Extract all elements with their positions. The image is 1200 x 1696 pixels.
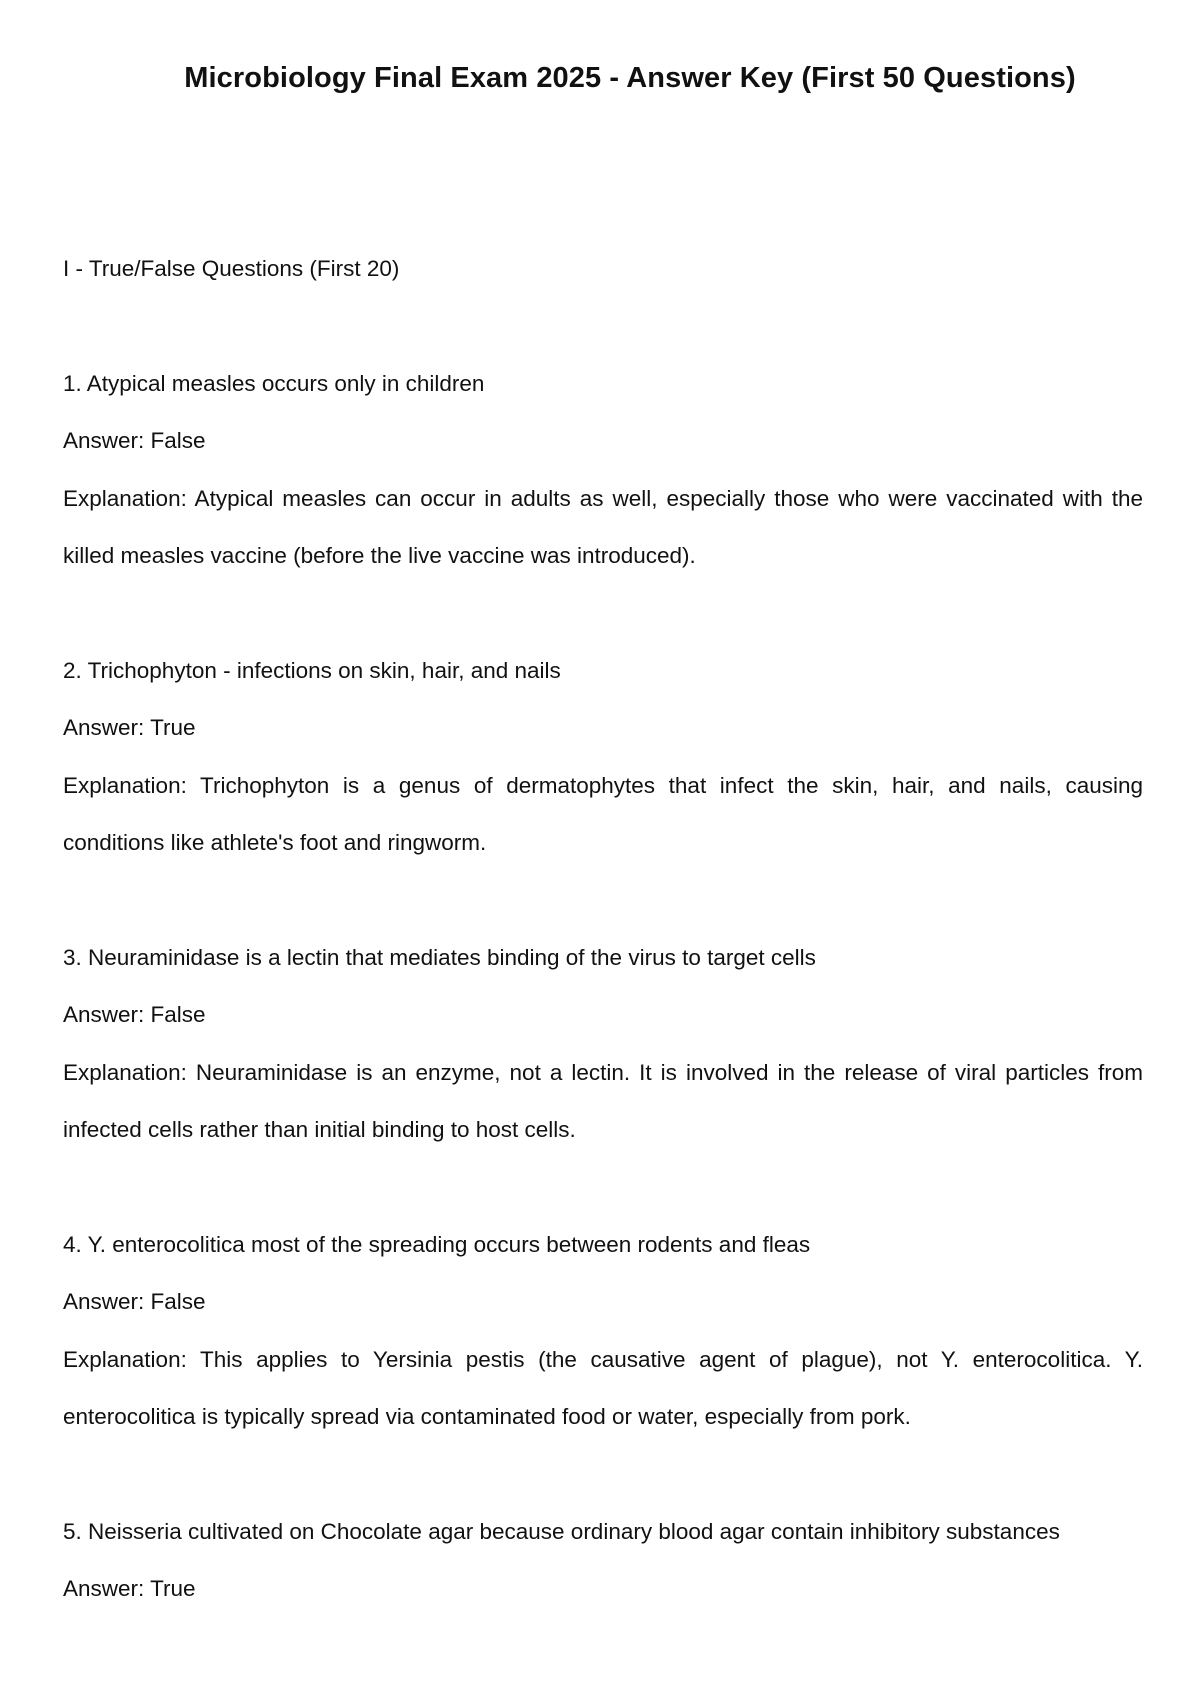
- section-heading: I - True/False Questions (First 20): [63, 256, 400, 281]
- explanation-text: Explanation: This applies to Yersinia pestis (the causative agent of plague), not Y. enterocolitica. Y. enterocolitica is typically spread via contaminated food or water, especially from pork.: [63, 1346, 1143, 1429]
- explanation-text: Explanation: Neuraminidase is an enzyme, not a lectin. It is involved in the release of viral particles from infected cells rather than initial binding to host cells.: [63, 1059, 1143, 1142]
- answer-text: Answer: False: [63, 428, 206, 453]
- answer-text: Answer: True: [63, 715, 196, 740]
- question-text: 2. Trichophyton - infections on skin, hair, and nails: [63, 657, 561, 683]
- answer-text: Answer: False: [63, 1289, 206, 1314]
- document-title: Microbiology Final Exam 2025 - Answer Key (First 50 Questions): [184, 62, 1076, 94]
- question-text: 1. Atypical measles occurs only in children: [63, 370, 485, 396]
- question-item-1: [63, 355, 1143, 585]
- question-item-5: [63, 1503, 1143, 1618]
- question-item-3: [63, 929, 1143, 1159]
- explanation-text: Explanation: Atypical measles can occur in adults as well, especially those who were vaccinated with the killed measles vaccine (before the live vaccine was introduced).: [63, 485, 1143, 568]
- question-text: 5. Neisseria cultivated on Chocolate agar because ordinary blood agar contain inhibitory substances: [63, 1518, 1060, 1544]
- question-item-4: [63, 1216, 1143, 1446]
- answer-text: Answer: True: [63, 1576, 196, 1601]
- question-text: 4. Y. enterocolitica most of the spreading occurs between rodents and fleas: [63, 1231, 811, 1257]
- question-item-2: [63, 642, 1143, 872]
- answer-text: Answer: False: [63, 1002, 206, 1027]
- explanation-text: Explanation: Trichophyton is a genus of dermatophytes that infect the skin, hair, and nails, causing conditions like athlete's foot and ringworm.: [63, 772, 1143, 855]
- question-text: 3. Neuraminidase is a lectin that mediates binding of the virus to target cells: [63, 944, 816, 970]
- document-body: [63, 240, 1143, 1675]
